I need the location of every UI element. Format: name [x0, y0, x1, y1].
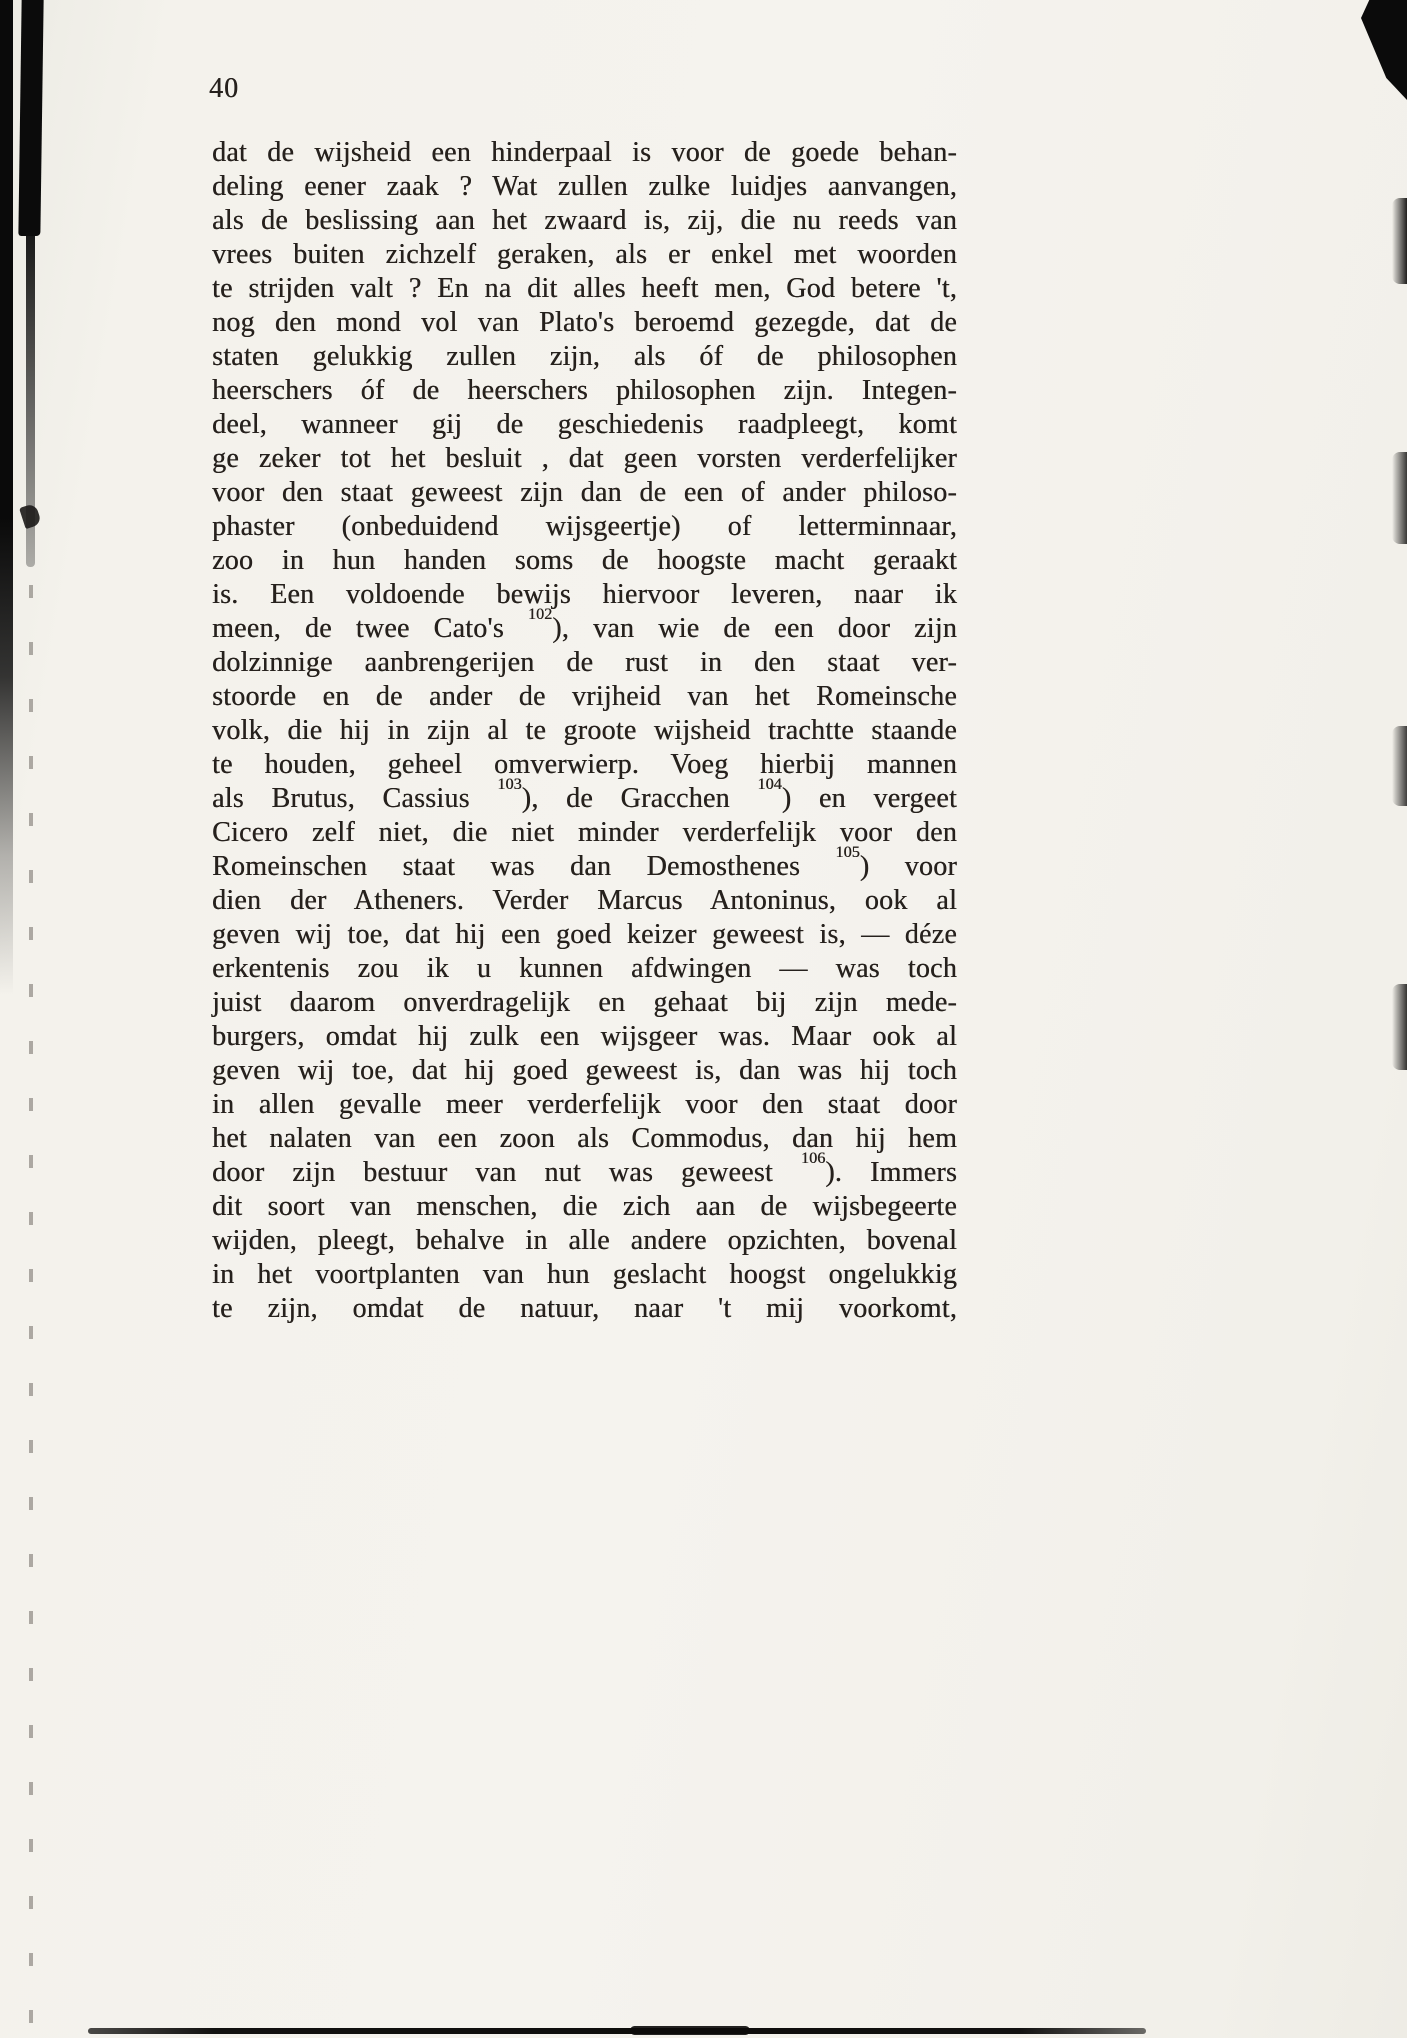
- text-line: te houden, geheel omverwierp. Voeg hierbij mannen: [212, 749, 957, 780]
- text-line: Romeinschen staat was dan Demosthenes $^{105}$) voor: [212, 843, 957, 882]
- text-line: dien der Atheners. Verder Marcus Antoninus, ook al: [212, 885, 957, 916]
- footnote-reference: 103: [497, 775, 522, 794]
- text-line: heerschers óf de heerschers philosophen zijn. Integen-: [212, 375, 957, 406]
- text-line: deling eener zaak ? Wat zullen zulke luidjes aanvangen,: [212, 171, 957, 202]
- text-line: in het voortplanten van hun geslacht hoogst ongelukkig: [212, 1259, 957, 1290]
- text-line: geven wij toe, dat hij goed geweest is, dan was hij toch: [212, 1055, 957, 1086]
- scan-artifact-left-binding-bar: [0, 0, 13, 995]
- scan-artifact-right-edge-smudge: [1392, 984, 1407, 1070]
- body-text: [212, 136, 957, 1326]
- text-line: dat de wijsheid een hinderpaal is voor de goede behan-: [212, 137, 957, 168]
- text-line: vrees buiten zichzelf geraken, als er enkel met woorden: [212, 239, 957, 270]
- footnote-reference: 105: [835, 843, 860, 862]
- scan-artifact-left-binding-tail: [26, 232, 35, 567]
- text-line: geven wij toe, dat hij een goed keizer geweest is, — déze: [212, 919, 957, 950]
- text-line: als de beslissing aan het zwaard is, zij, die nu reeds van: [212, 205, 957, 236]
- text-line: stoorde en de ander de vrijheid van het Romeinsche: [212, 681, 957, 712]
- page-number: 40: [209, 73, 239, 104]
- scan-artifact-left-margin-specks: [29, 585, 33, 2038]
- text-line: in allen gevalle meer verderfelijk voor den staat door: [212, 1089, 957, 1120]
- scan-artifact-bottom-rule: [88, 2028, 1146, 2034]
- scan-artifact-top-right-corner: [1361, 0, 1407, 100]
- text-line: phaster (onbeduidend wijsgeertje) of letterminnaar,: [212, 511, 957, 542]
- footnote-reference: 102: [527, 605, 553, 624]
- text-line: erkentenis zou ik u kunnen afdwingen — was toch: [212, 953, 957, 984]
- text-line: deel, wanneer gij de geschiedenis raadpleegt, komt: [212, 409, 957, 440]
- text-line: dit soort van menschen, die zich aan de wijsbegeerte: [212, 1191, 957, 1222]
- text-line: ge zeker tot het besluit , dat geen vorsten verderfelijker: [212, 443, 957, 474]
- text-line: burgers, omdat hij zulk een wijsgeer was. Maar ook al: [212, 1021, 957, 1052]
- text-line: door zijn bestuur van nut was geweest $^{106}$). Immers: [212, 1149, 957, 1188]
- footnote-reference: 106: [800, 1149, 826, 1168]
- text-line: Cicero zelf niet, die niet minder verderfelijk voor den: [212, 817, 957, 848]
- text-line: te zijn, omdat de natuur, naar 't mij voorkomt,: [212, 1293, 957, 1324]
- footnote-reference: 104: [757, 775, 782, 794]
- scan-artifact-right-edge-smudge: [1392, 198, 1407, 284]
- text-line: nog den mond vol van Plato's beroemd gezegde, dat de: [212, 307, 957, 338]
- scan-artifact-right-edge-smudge: [1392, 726, 1407, 806]
- scan-artifact-left-margin-mark: [19, 503, 42, 529]
- scan-artifact-right-edge-smudge: [1392, 452, 1407, 544]
- scan-artifact-bottom-blot: [630, 2026, 750, 2035]
- text-line: zoo in hun handen soms de hoogste macht geraakt: [212, 545, 957, 576]
- text-line: juist daarom onverdragelijk en gehaat bij zijn mede-: [212, 987, 957, 1018]
- text-line: voor den staat geweest zijn dan de een of ander philoso-: [212, 477, 957, 508]
- text-line: het nalaten van een zoon als Commodus, dan hij hem: [212, 1123, 957, 1154]
- text-line: wijden, pleegt, behalve in alle andere opzichten, bovenal: [212, 1225, 957, 1256]
- text-line: staten gelukkig zullen zijn, als óf de philosophen: [212, 341, 957, 372]
- text-line: volk, die hij in zijn al te groote wijsheid trachtte staande: [212, 715, 957, 746]
- text-line: als Brutus, Cassius $^{103}$), de Gracchen $^{104}$) en vergeet: [212, 775, 957, 814]
- text-line: is. Een voldoende bewijs hiervoor leveren, naar ik: [212, 579, 957, 610]
- text-line: dolzinnige aanbrengerijen de rust in den staat ver-: [212, 647, 957, 678]
- text-line: meen, de twee Cato's $^{102}$), van wie de een door zijn: [212, 605, 957, 644]
- text-line: te strijden valt ? En na dit alles heeft men, God betere 't,: [212, 273, 957, 304]
- scan-artifact-left-binding-block: [18, 0, 43, 236]
